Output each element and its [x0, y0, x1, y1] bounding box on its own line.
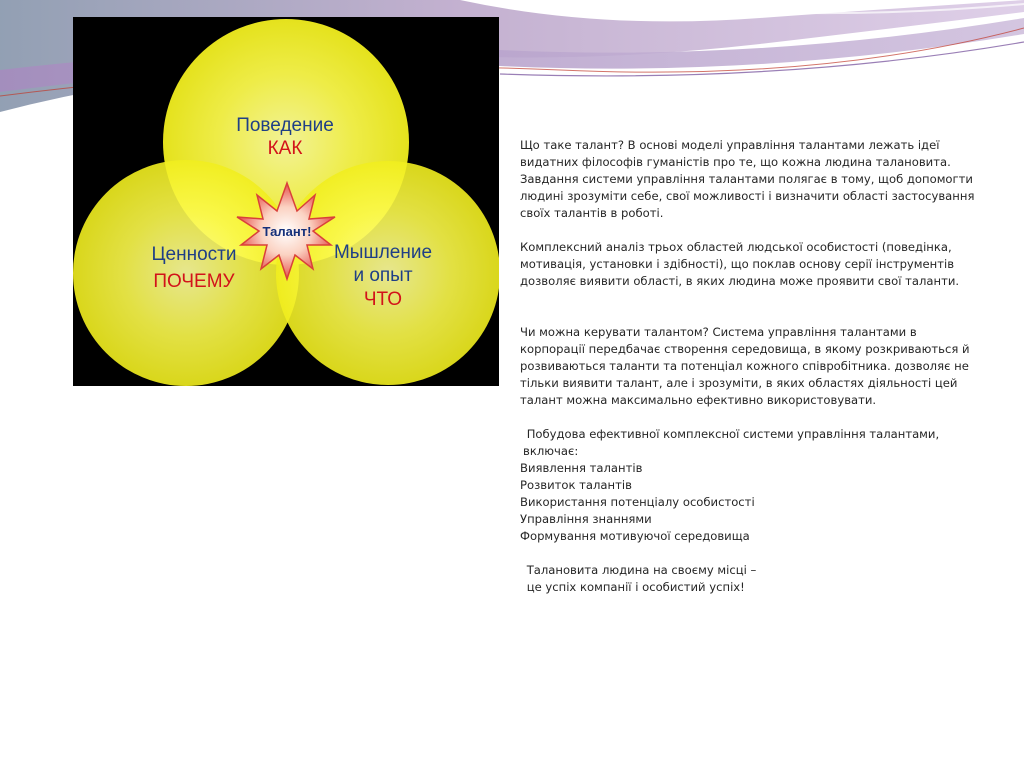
right-circle-title-1: Мышление — [333, 242, 433, 263]
closing-line-2: це успіх компанії і особистий успіх! — [523, 580, 745, 594]
top-circle-title: Поведение — [236, 115, 334, 136]
closing-line-1: Талановита людина на своєму місці – — [523, 563, 757, 577]
list-item: Виявлення талантів — [520, 461, 643, 475]
list-item: Управління знаннями — [520, 512, 652, 526]
paragraph-complex-analysis: Комплексний аналіз трьох областей людської особистості (поведінка, мотивація, установки і здібності), що поклав основу серії інструментів дозволяє виявити області, в яких людина може проявити свої таланти. — [520, 240, 960, 288]
list-item: Формування мотивуючої середовища — [520, 529, 750, 543]
paragraph-what-is-talent: Що таке талант? В основі моделі управління талантами лежать ідеї видатних філософів гуманістів про те, що кожна людина талановита. Завдання системи управління талантами полягає в тому, щоб допомогти людині зрозуміти себе, свої можливості і визначити області застосування своїх талантів в роботі. — [520, 138, 979, 220]
list-intro: Побудова ефективної комплексної системи управління талантами, включає: — [523, 427, 943, 458]
right-circle-accent: ЧТО — [363, 289, 403, 310]
left-circle-accent: ПОЧЕМУ — [153, 271, 235, 292]
description-text-block — [520, 137, 980, 596]
right-circle-title-2: и опыт — [353, 265, 413, 286]
left-circle-title: Ценности — [151, 244, 237, 265]
paragraph-can-talent-be-managed: Чи можна керувати талантом? Система управління талантами в корпорації передбачає створення середовища, в якому розкриваються й розвиваються таланти та потенціал кожного співробітника. дозволяє не тільки виявити талант, але і зрозуміти, в яких областях діяльності цей талант можна максимально ефективно використовувати. — [520, 325, 974, 407]
list-item: Розвиток талантів — [520, 478, 632, 492]
top-circle-accent: КАК — [267, 138, 303, 159]
list-item: Використання потенціалу особистості — [520, 495, 755, 509]
talent-venn-diagram — [73, 17, 499, 386]
center-label: Талант! — [262, 224, 312, 239]
